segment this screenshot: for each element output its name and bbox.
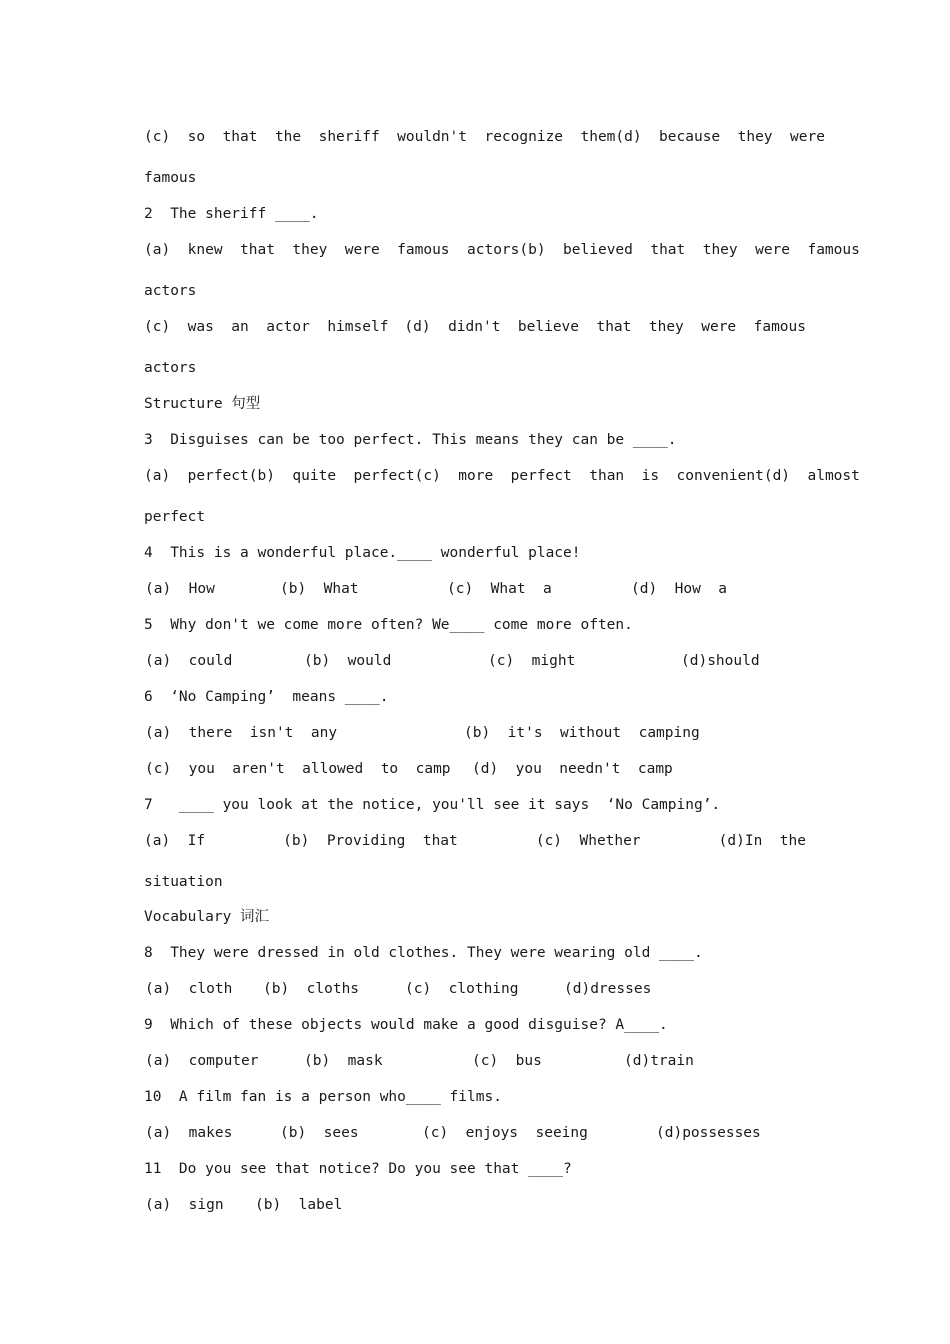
q2-option-c: (c) was an actor himself: [144, 319, 389, 335]
q5-option-d: (d)should: [681, 653, 760, 669]
q3-option-d: (d) almost: [763, 468, 860, 484]
q7-options: [144, 831, 806, 851]
q7-option-b: (b) Providing that: [283, 833, 458, 849]
q10-option-c: (c) enjoys seeing: [422, 1125, 588, 1141]
q5-option-b: (b) would: [304, 653, 392, 669]
q2-option-b-continued: actors: [144, 283, 197, 299]
q6-option-a: (a) there isn't any: [145, 725, 338, 741]
q10-stem: 10 A film fan is a person who____ films.: [144, 1089, 502, 1105]
q3-option-a: (a) perfect: [144, 468, 249, 484]
q1-option-d: (d) because they were: [615, 129, 825, 145]
q8-stem: 8 They were dressed in old clothes. They were wearing old ____.: [144, 945, 703, 961]
q10-option-d: (d)possesses: [656, 1125, 761, 1141]
q6-option-d: (d) you needn't camp: [472, 761, 673, 777]
q4-option-b: (b) What: [280, 581, 359, 597]
q10-option-b: (b) sees: [280, 1125, 359, 1141]
q3-stem: 3 Disguises can be too perfect. This means they can be ____.: [144, 432, 677, 448]
q2-option-d-continued: actors: [144, 360, 197, 376]
q5-stem: 5 Why don't we come more often? We____ come more often.: [144, 617, 633, 633]
q8-option-c: (c) clothing: [405, 981, 519, 997]
q7-option-d-continued: situation: [144, 874, 223, 890]
vocabulary-heading: Vocabulary 词汇: [144, 909, 270, 925]
q3-option-b: (b) quite perfect: [248, 468, 415, 484]
q1-option-d-continued: famous: [144, 170, 197, 186]
q8-option-a: (a) cloth: [145, 981, 233, 997]
q7-stem: 7 ____ you look at the notice, you'll see it says ‘No Camping’.: [144, 797, 721, 813]
q8-option-d: (d)dresses: [564, 981, 652, 997]
q3-options: [144, 466, 860, 486]
q2-option-b: (b) believed that they were famous: [519, 242, 860, 258]
q11-stem: 11 Do you see that notice? Do you see that ____?: [144, 1161, 572, 1177]
q6-option-b: (b) it's without camping: [464, 725, 700, 741]
q5-option-a: (a) could: [145, 653, 233, 669]
q6-option-c: (c) you aren't allowed to camp: [145, 761, 451, 777]
q7-option-a: (a) If: [144, 833, 206, 849]
q9-option-a: (a) computer: [145, 1053, 259, 1069]
q4-option-d: (d) How a: [631, 581, 728, 597]
q7-option-d: (d)In the: [718, 833, 806, 849]
q6-stem: 6 ‘No Camping’ means ____.: [144, 689, 389, 705]
q9-option-c: (c) bus: [472, 1053, 542, 1069]
q3-option-d-continued: perfect: [144, 509, 206, 525]
q2-options-cd: [144, 317, 806, 337]
q9-option-d: (d)train: [624, 1053, 694, 1069]
q2-option-a: (a) knew that they were famous actors: [144, 242, 520, 258]
q9-stem: 9 Which of these objects would make a good disguise? A____.: [144, 1017, 668, 1033]
q5-option-c: (c) might: [488, 653, 576, 669]
q10-option-a: (a) makes: [145, 1125, 233, 1141]
q2-option-d: (d) didn't believe that they were famous: [404, 319, 806, 335]
q4-stem: 4 This is a wonderful place.____ wonderful place!: [144, 545, 581, 561]
q7-option-c: (c) Whether: [535, 833, 641, 849]
q1-option-c: (c) so that the sheriff wouldn't recognize them: [144, 129, 616, 145]
q8-option-b: (b) cloths: [263, 981, 360, 997]
q11-option-b: (b) label: [255, 1197, 343, 1213]
q1-options-cd: [144, 127, 825, 147]
q4-option-a: (a) How: [145, 581, 215, 597]
q2-stem: 2 The sheriff ____.: [144, 206, 319, 222]
structure-heading: Structure 句型: [144, 396, 261, 412]
q9-option-b: (b) mask: [304, 1053, 383, 1069]
q4-option-c: (c) What a: [447, 581, 552, 597]
q3-option-c: (c) more perfect than is convenient: [414, 468, 764, 484]
q11-option-a: (a) sign: [145, 1197, 224, 1213]
q2-options-ab: [144, 240, 860, 260]
